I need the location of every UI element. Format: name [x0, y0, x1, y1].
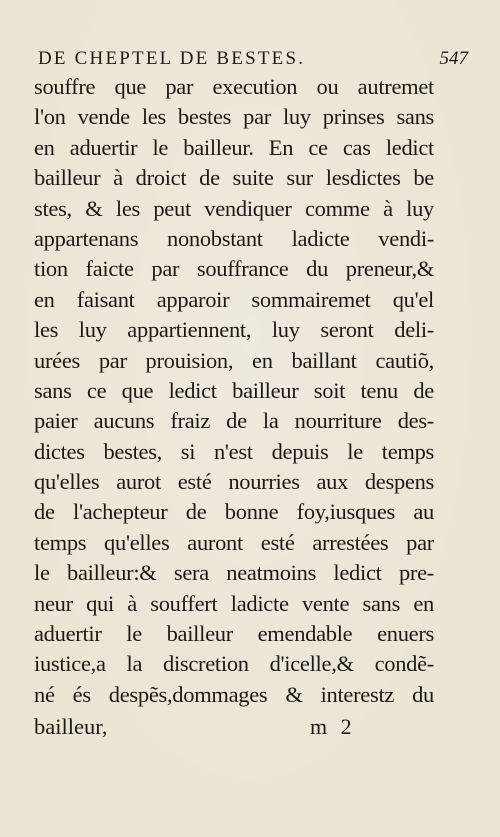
text-line: les luy appartiennent, luy seront deli- — [34, 317, 434, 343]
text-line: bailleur à droict de suite sur lesdictes be — [34, 165, 434, 191]
text-line: qu'elles aurot esté nourries aux despens — [34, 469, 434, 495]
text-line: iustice,a la discretion d'icelle,& condẽ- — [34, 651, 434, 677]
text-line: tion faicte par souffrance du preneur,& — [34, 256, 434, 282]
text-line: paier aucuns fraiz de la nourriture des- — [34, 408, 434, 434]
text-line: en faisant apparoir sommairemet qu'el — [34, 286, 434, 312]
text-line: le bailleur:& sera neatmoins ledict pre- — [34, 560, 434, 586]
catchword: bailleur, — [34, 714, 108, 739]
text-line: stes, & les peut vendiquer comme à luy — [34, 195, 434, 221]
text-line: souffre que par execution ou autremet — [34, 74, 434, 99]
running-title: DE CHEPTEL DE BESTES. — [38, 48, 306, 69]
signature-mark: m 2 — [310, 714, 356, 739]
body-text — [34, 72, 434, 710]
text-line: de l'achepteur de bonne foy,iusques au — [34, 499, 434, 525]
text-line: l'on vende les bestes par luy prinses sans — [34, 104, 434, 130]
page-footer — [34, 711, 434, 743]
page-number: 547 — [439, 48, 468, 69]
text-line: neur qui à souffert ladicte vente sans en — [34, 590, 434, 616]
text-line: dictes bestes, si n'est depuis le temps — [34, 438, 434, 464]
page-header — [38, 44, 468, 74]
text-line: né és despẽs,dommages & interestz du — [34, 681, 434, 707]
text-line: sans ce que ledict bailleur soit tenu de — [34, 377, 434, 403]
text-line: urées par prouision, en baillant cautiõ, — [34, 347, 434, 373]
text-line: temps qu'elles auront esté arrestées par — [34, 529, 434, 555]
text-line: en aduertir le bailleur. En ce cas ledict — [34, 134, 434, 160]
text-line: aduertir le bailleur emendable enuers — [34, 621, 434, 647]
text-line: appartenans nonobstant ladicte vendi- — [34, 225, 434, 251]
